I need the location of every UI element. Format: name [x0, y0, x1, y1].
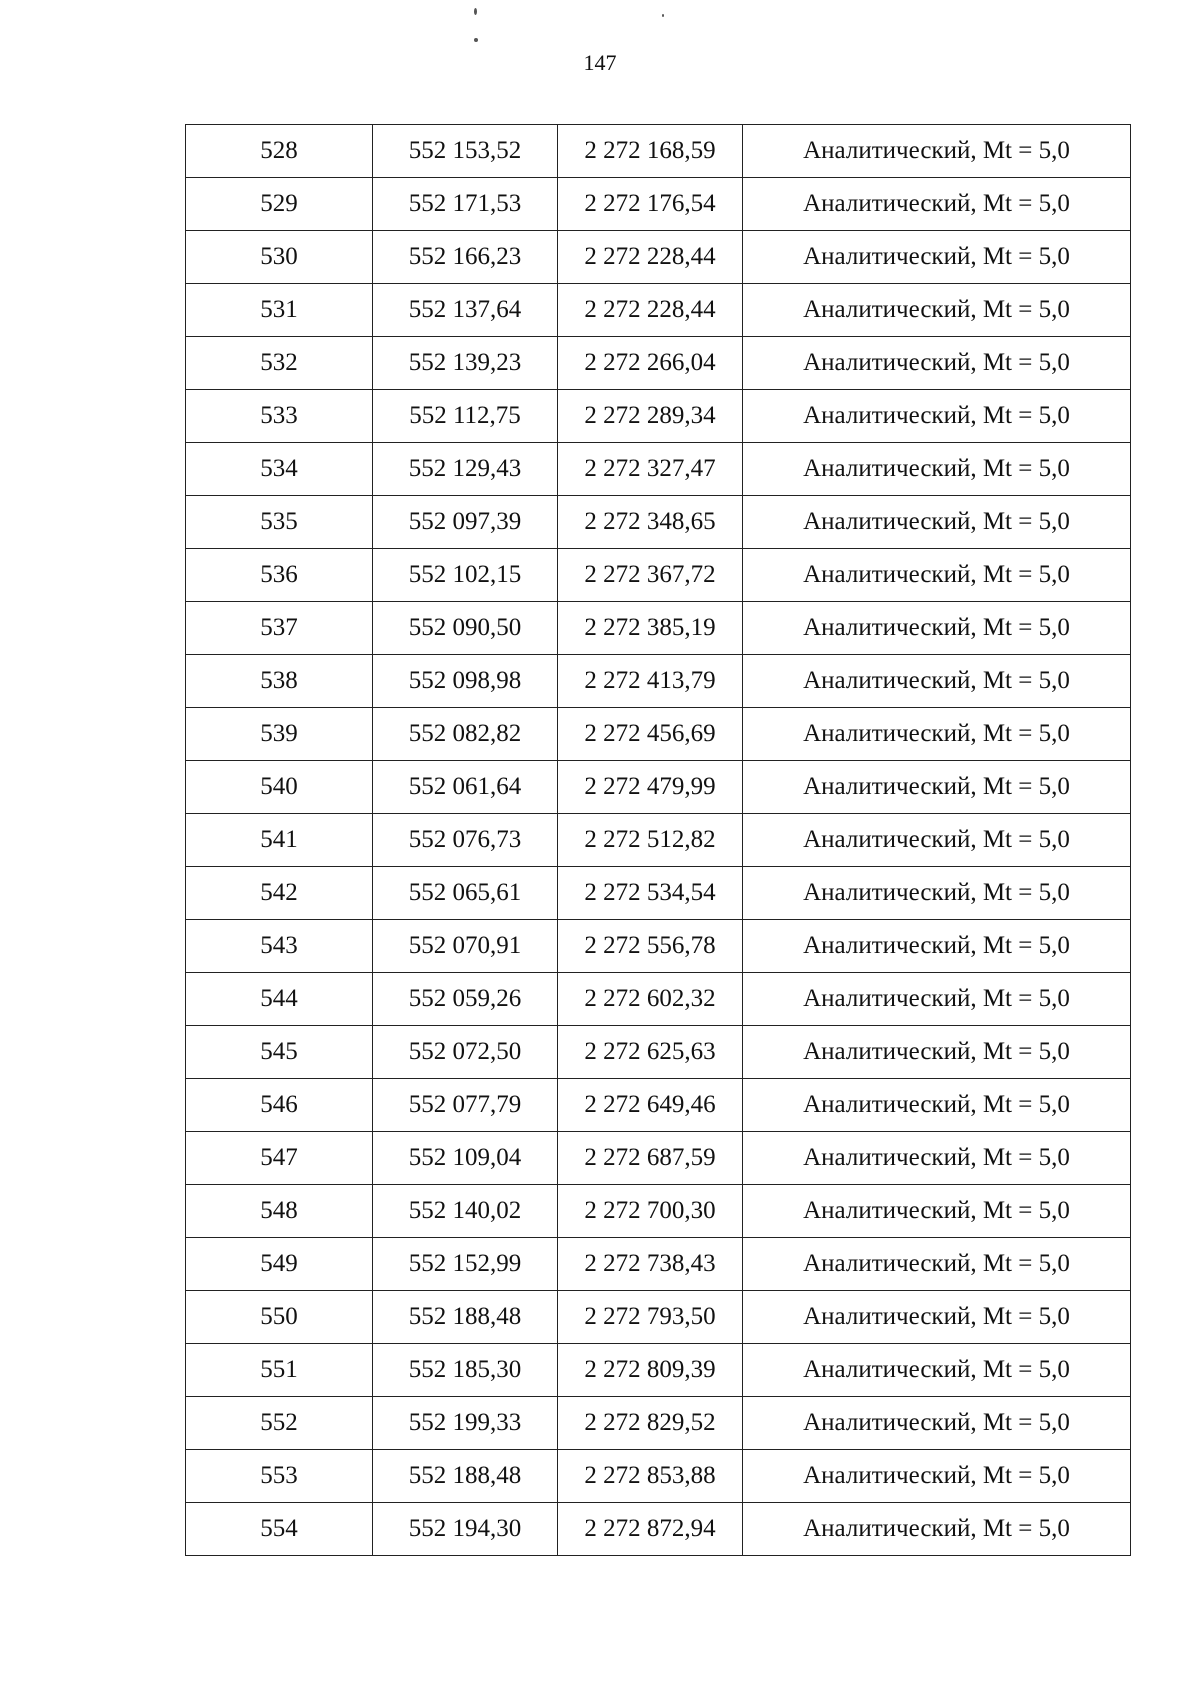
x-coordinate-cell: 552 082,82	[373, 708, 558, 761]
point-number-cell: 543	[186, 920, 373, 973]
table-row	[186, 1238, 1131, 1291]
method-cell: Аналитический, Mt = 5,0	[743, 496, 1131, 549]
x-coordinate-cell: 552 109,04	[373, 1132, 558, 1185]
point-number-cell: 531	[186, 284, 373, 337]
method-cell: Аналитический, Mt = 5,0	[743, 867, 1131, 920]
point-number-cell: 551	[186, 1344, 373, 1397]
point-number-cell: 528	[186, 125, 373, 178]
method-cell: Аналитический, Mt = 5,0	[743, 814, 1131, 867]
method-cell: Аналитический, Mt = 5,0	[743, 284, 1131, 337]
table-row	[186, 602, 1131, 655]
y-coordinate-cell: 2 272 327,47	[558, 443, 743, 496]
table-row	[186, 390, 1131, 443]
x-coordinate-cell: 552 185,30	[373, 1344, 558, 1397]
scan-speck	[474, 8, 477, 15]
y-coordinate-cell: 2 272 168,59	[558, 125, 743, 178]
x-coordinate-cell: 552 090,50	[373, 602, 558, 655]
method-cell: Аналитический, Mt = 5,0	[743, 549, 1131, 602]
point-number-cell: 534	[186, 443, 373, 496]
y-coordinate-cell: 2 272 367,72	[558, 549, 743, 602]
x-coordinate-cell: 552 188,48	[373, 1291, 558, 1344]
method-cell: Аналитический, Mt = 5,0	[743, 1079, 1131, 1132]
method-cell: Аналитический, Mt = 5,0	[743, 1450, 1131, 1503]
table-row	[186, 284, 1131, 337]
point-number-cell: 549	[186, 1238, 373, 1291]
point-number-cell: 538	[186, 655, 373, 708]
y-coordinate-cell: 2 272 738,43	[558, 1238, 743, 1291]
y-coordinate-cell: 2 272 413,79	[558, 655, 743, 708]
method-cell: Аналитический, Mt = 5,0	[743, 1344, 1131, 1397]
point-number-cell: 540	[186, 761, 373, 814]
y-coordinate-cell: 2 272 228,44	[558, 231, 743, 284]
method-cell: Аналитический, Mt = 5,0	[743, 337, 1131, 390]
y-coordinate-cell: 2 272 602,32	[558, 973, 743, 1026]
point-number-cell: 553	[186, 1450, 373, 1503]
table-row	[186, 973, 1131, 1026]
method-cell: Аналитический, Mt = 5,0	[743, 125, 1131, 178]
point-number-cell: 535	[186, 496, 373, 549]
point-number-cell: 547	[186, 1132, 373, 1185]
table-row	[186, 1291, 1131, 1344]
y-coordinate-cell: 2 272 479,99	[558, 761, 743, 814]
point-number-cell: 533	[186, 390, 373, 443]
x-coordinate-cell: 552 194,30	[373, 1503, 558, 1556]
x-coordinate-cell: 552 166,23	[373, 231, 558, 284]
y-coordinate-cell: 2 272 385,19	[558, 602, 743, 655]
table-row	[186, 231, 1131, 284]
point-number-cell: 541	[186, 814, 373, 867]
method-cell: Аналитический, Mt = 5,0	[743, 920, 1131, 973]
table-row	[186, 1185, 1131, 1238]
point-number-cell: 552	[186, 1397, 373, 1450]
table-row	[186, 920, 1131, 973]
table-row	[186, 867, 1131, 920]
table-row	[186, 761, 1131, 814]
x-coordinate-cell: 552 097,39	[373, 496, 558, 549]
method-cell: Аналитический, Mt = 5,0	[743, 602, 1131, 655]
table-row	[186, 178, 1131, 231]
point-number-cell: 530	[186, 231, 373, 284]
y-coordinate-cell: 2 272 853,88	[558, 1450, 743, 1503]
x-coordinate-cell: 552 065,61	[373, 867, 558, 920]
method-cell: Аналитический, Mt = 5,0	[743, 1238, 1131, 1291]
y-coordinate-cell: 2 272 228,44	[558, 284, 743, 337]
point-number-cell: 544	[186, 973, 373, 1026]
point-number-cell: 546	[186, 1079, 373, 1132]
table-row	[186, 337, 1131, 390]
x-coordinate-cell: 552 152,99	[373, 1238, 558, 1291]
x-coordinate-cell: 552 098,98	[373, 655, 558, 708]
point-number-cell: 545	[186, 1026, 373, 1079]
x-coordinate-cell: 552 140,02	[373, 1185, 558, 1238]
y-coordinate-cell: 2 272 176,54	[558, 178, 743, 231]
point-number-cell: 550	[186, 1291, 373, 1344]
method-cell: Аналитический, Mt = 5,0	[743, 1132, 1131, 1185]
method-cell: Аналитический, Mt = 5,0	[743, 1397, 1131, 1450]
x-coordinate-cell: 552 137,64	[373, 284, 558, 337]
table-row	[186, 549, 1131, 602]
table-row	[186, 1503, 1131, 1556]
point-number-cell: 548	[186, 1185, 373, 1238]
x-coordinate-cell: 552 070,91	[373, 920, 558, 973]
scan-speck	[662, 14, 664, 17]
y-coordinate-cell: 2 272 687,59	[558, 1132, 743, 1185]
x-coordinate-cell: 552 139,23	[373, 337, 558, 390]
x-coordinate-cell: 552 171,53	[373, 178, 558, 231]
y-coordinate-cell: 2 272 809,39	[558, 1344, 743, 1397]
y-coordinate-cell: 2 272 625,63	[558, 1026, 743, 1079]
point-number-cell: 554	[186, 1503, 373, 1556]
y-coordinate-cell: 2 272 872,94	[558, 1503, 743, 1556]
point-number-cell: 532	[186, 337, 373, 390]
scan-speck	[474, 38, 478, 42]
method-cell: Аналитический, Mt = 5,0	[743, 1026, 1131, 1079]
x-coordinate-cell: 552 061,64	[373, 761, 558, 814]
page-number: 147	[583, 50, 617, 75]
coordinates-table-body	[186, 125, 1131, 1556]
table-row	[186, 443, 1131, 496]
point-number-cell: 539	[186, 708, 373, 761]
method-cell: Аналитический, Mt = 5,0	[743, 708, 1131, 761]
table-row	[186, 655, 1131, 708]
table-row	[186, 1132, 1131, 1185]
method-cell: Аналитический, Mt = 5,0	[743, 1291, 1131, 1344]
x-coordinate-cell: 552 199,33	[373, 1397, 558, 1450]
y-coordinate-cell: 2 272 649,46	[558, 1079, 743, 1132]
point-number-cell: 537	[186, 602, 373, 655]
method-cell: Аналитический, Mt = 5,0	[743, 655, 1131, 708]
coordinates-table	[185, 124, 1131, 1556]
table-row	[186, 814, 1131, 867]
table-row	[186, 1079, 1131, 1132]
x-coordinate-cell: 552 153,52	[373, 125, 558, 178]
y-coordinate-cell: 2 272 556,78	[558, 920, 743, 973]
y-coordinate-cell: 2 272 289,34	[558, 390, 743, 443]
table-row	[186, 125, 1131, 178]
method-cell: Аналитический, Mt = 5,0	[743, 1503, 1131, 1556]
method-cell: Аналитический, Mt = 5,0	[743, 1185, 1131, 1238]
y-coordinate-cell: 2 272 456,69	[558, 708, 743, 761]
point-number-cell: 529	[186, 178, 373, 231]
y-coordinate-cell: 2 272 534,54	[558, 867, 743, 920]
x-coordinate-cell: 552 072,50	[373, 1026, 558, 1079]
table-row	[186, 1450, 1131, 1503]
x-coordinate-cell: 552 112,75	[373, 390, 558, 443]
method-cell: Аналитический, Mt = 5,0	[743, 973, 1131, 1026]
y-coordinate-cell: 2 272 266,04	[558, 337, 743, 390]
x-coordinate-cell: 552 102,15	[373, 549, 558, 602]
y-coordinate-cell: 2 272 829,52	[558, 1397, 743, 1450]
table-row	[186, 1397, 1131, 1450]
table-row	[186, 1026, 1131, 1079]
x-coordinate-cell: 552 077,79	[373, 1079, 558, 1132]
method-cell: Аналитический, Mt = 5,0	[743, 178, 1131, 231]
table-row	[186, 496, 1131, 549]
method-cell: Аналитический, Mt = 5,0	[743, 390, 1131, 443]
y-coordinate-cell: 2 272 512,82	[558, 814, 743, 867]
y-coordinate-cell: 2 272 348,65	[558, 496, 743, 549]
point-number-cell: 542	[186, 867, 373, 920]
method-cell: Аналитический, Mt = 5,0	[743, 761, 1131, 814]
x-coordinate-cell: 552 129,43	[373, 443, 558, 496]
x-coordinate-cell: 552 188,48	[373, 1450, 558, 1503]
x-coordinate-cell: 552 059,26	[373, 973, 558, 1026]
method-cell: Аналитический, Mt = 5,0	[743, 443, 1131, 496]
x-coordinate-cell: 552 076,73	[373, 814, 558, 867]
table-row	[186, 1344, 1131, 1397]
point-number-cell: 536	[186, 549, 373, 602]
method-cell: Аналитический, Mt = 5,0	[743, 231, 1131, 284]
table-row	[186, 708, 1131, 761]
y-coordinate-cell: 2 272 700,30	[558, 1185, 743, 1238]
y-coordinate-cell: 2 272 793,50	[558, 1291, 743, 1344]
